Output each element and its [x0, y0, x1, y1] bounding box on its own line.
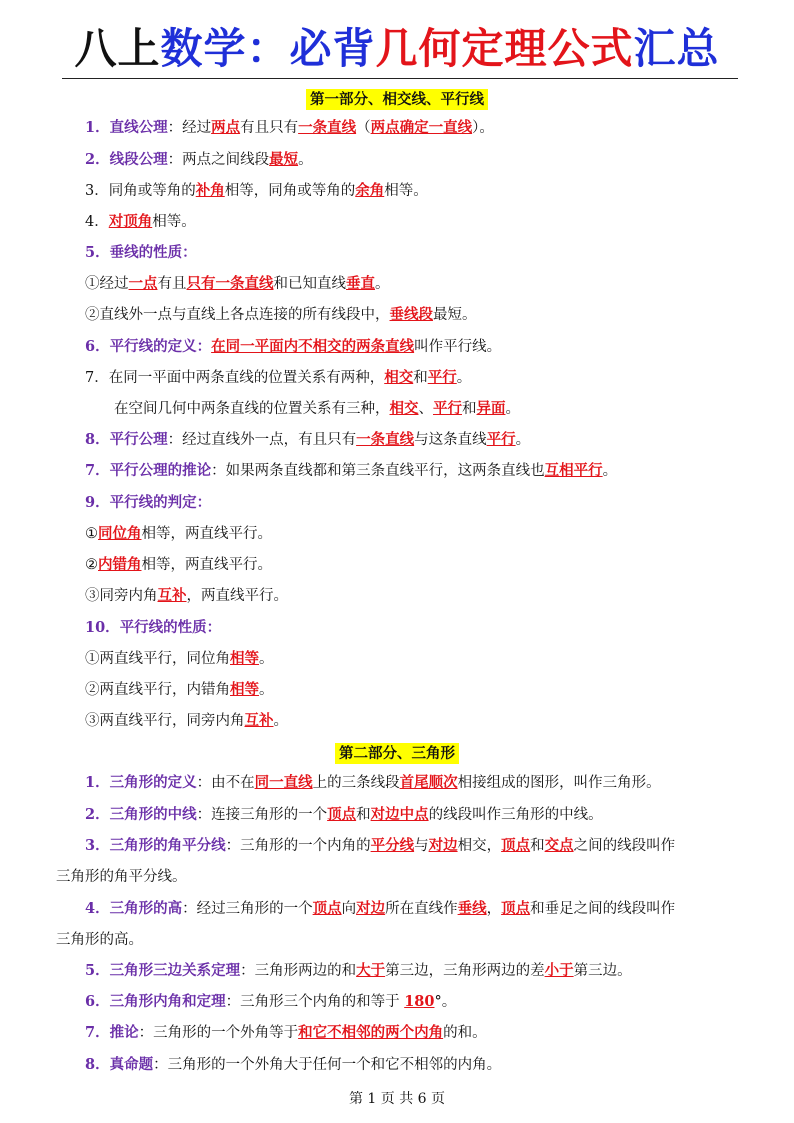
theorem-line: 2．三角形的中线：连接三角形的一个顶点和对边中点的线段叫作三角形的中线。	[85, 806, 603, 823]
theorem-line: 6．平行线的定义：在同一平面内不相交的两条直线叫作平行线。	[85, 338, 502, 355]
theorem-subline: ②两直线平行，内错角相等。	[85, 681, 274, 698]
theorem-line: 6．三角形内角和定理：三角形三个内角的和等于 180°。	[85, 993, 457, 1010]
theorem-line: 8．平行公理：经过直线外一点，有且只有一条直线与这条直线平行。	[85, 431, 531, 448]
page-title: 八上数学：必背几何定理公式汇总	[74, 24, 720, 73]
theorem-subline: ①同位角相等，两直线平行。	[85, 525, 272, 542]
theorem-subline: ②直线外一点与直线上各点连接的所有线段中，垂线段最短。	[85, 306, 477, 323]
theorem-continuation: 三角形的角平分线。	[56, 869, 187, 885]
theorem-continuation: 三角形的高。	[56, 932, 143, 948]
theorem-subline: ③同旁内角互补，两直线平行。	[85, 587, 288, 604]
theorem-line: 1．直线公理：经过两点有且只有一条直线（两点确定一直线）。	[85, 119, 494, 136]
title-divider	[62, 78, 738, 79]
theorem-subline: ①经过一点有且只有一条直线和已知直线垂直。	[85, 275, 390, 292]
theorem-subline: ①两直线平行，同位角相等。	[85, 650, 274, 667]
theorem-line: 10．平行线的性质：	[85, 619, 222, 636]
section-heading-1: 第一部分、相交线、平行线	[0, 88, 794, 109]
theorem-subline: ③两直线平行，同旁内角互补。	[85, 712, 288, 729]
theorem-line: 5．垂线的性质：	[85, 244, 197, 261]
section-heading-2: 第二部分、三角形	[0, 742, 794, 763]
theorem-line: 7．在同一平面中两条直线的位置关系有两种，相交和平行。	[85, 369, 472, 386]
theorem-line: 7．推论：三角形的一个外角等于和它不相邻的两个内角的和。	[85, 1024, 487, 1041]
theorem-line: 9．平行线的判定：	[85, 494, 212, 511]
theorem-line: 7．平行公理的推论：如果两条直线都和第三条直线平行，这两条直线也互相平行。	[85, 462, 618, 479]
theorem-subline: 在空间几何中两条直线的位置关系有三种，相交、平行和异面。	[114, 400, 520, 417]
theorem-subline: ②内错角相等，两直线平行。	[85, 556, 272, 573]
page-footer: 第 1 页 共 6 页	[348, 1091, 446, 1107]
theorem-line: 5．三角形三边关系定理：三角形两边的和大于第三边，三角形两边的差小于第三边。	[85, 962, 632, 979]
theorem-line: 8．真命题：三角形的一个外角大于任何一个和它不相邻的内角。	[85, 1056, 502, 1073]
theorem-line: 2．线段公理：两点之间线段最短。	[85, 151, 313, 168]
theorem-line: 4．对顶角相等。	[85, 213, 196, 230]
theorem-line: 3．三角形的角平分线：三角形的一个内角的平分线与对边相交，顶点和交点之间的线段叫作	[85, 837, 676, 854]
theorem-line: 4．三角形的高：经过三角形的一个顶点向对边所在直线作垂线，顶点和垂足之间的线段叫作	[85, 900, 676, 917]
theorem-line: 3．同角或等角的补角相等，同角或等角的余角相等。	[85, 182, 428, 199]
theorem-line: 1．三角形的定义：由不在同一直线上的三条线段首尾顺次相接组成的图形，叫作三角形。	[85, 774, 661, 791]
